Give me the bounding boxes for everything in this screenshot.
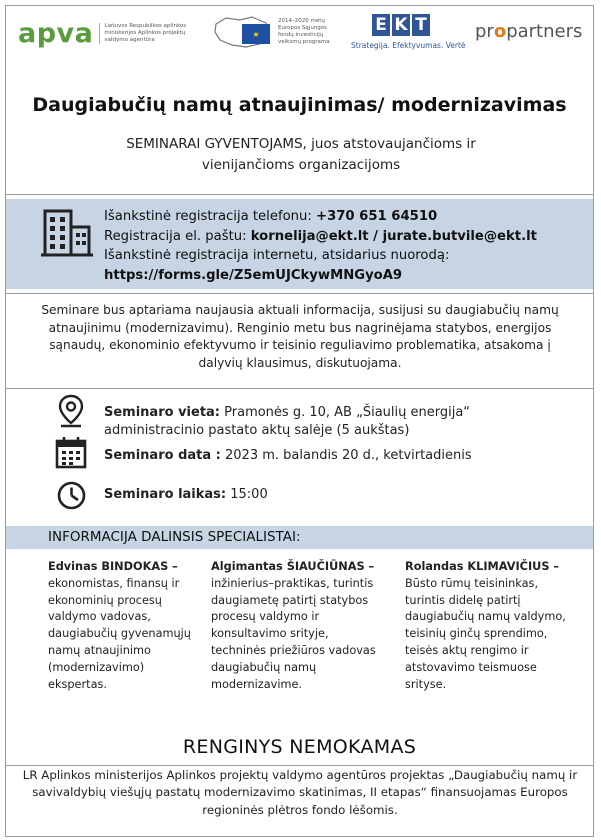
specialist-card xyxy=(48,559,198,693)
venue-line-2: administracinio pastato aktų salėje (5 aukštas) xyxy=(104,423,410,438)
ekt-letter: K xyxy=(392,14,410,36)
ekt-slogan: Strategija. Efektyvumas. Vertė xyxy=(351,41,466,50)
propartners-logo xyxy=(475,21,582,42)
subtitle-line-2: vienijančioms organizacijoms xyxy=(201,157,401,173)
divider xyxy=(6,388,593,389)
ekt-logo xyxy=(351,14,466,50)
ekt-letter: T xyxy=(412,14,430,36)
specialist-name: Algimantas ŠIAUČIŪNAS – xyxy=(211,560,375,573)
location-pin-icon xyxy=(58,394,84,428)
web-registration-label: Išankstinė registracija internetu, atsidarius nuorodą: xyxy=(104,248,450,263)
phone-label: Išankstinė registracija telefonu: xyxy=(104,209,317,224)
free-event-banner: RENGINYS NEMOKAMAS xyxy=(182,736,417,758)
calendar-icon xyxy=(55,436,87,469)
email-addresses[interactable]: kornelija@ekt.lt / jurate.butvile@ekt.lt xyxy=(250,228,537,244)
specialist-description: Būsto rūmų teisininkas, turintis didelę patirtį daugiabučių namų valdymo, teisinių ginčų sprendimo, teisės aktų rengimo ir atstovavimo teismuose srityse. xyxy=(405,576,566,691)
propartners-pre: pr xyxy=(475,21,494,42)
eu-funds-text: 2014–2020 metų Europos Sąjungos fondų investicijų veiksmų programa xyxy=(278,18,330,45)
specialist-description: inžinierius–praktikas, turintis daugiametę patirtį statybos procesų valdymo ir konsultavimo srityje, techninės priežiūros vadovas daugiabučių namų modernizavime. xyxy=(211,576,376,691)
specialists-heading: INFORMACIJA DALINSIS SPECIALISTAI: xyxy=(48,529,301,545)
building-icon xyxy=(41,207,93,259)
time-label: Seminaro laikas: xyxy=(104,487,227,502)
seminar-venue xyxy=(104,404,470,440)
divider xyxy=(6,765,593,766)
registration-link[interactable]: https://forms.gle/Z5emUJCkywMNGyoA9 xyxy=(104,267,403,283)
funding-footer: LR Aplinkos ministerijos Aplinkos projektų valdymo agentūros projektas „Daugiabučių namų ir savivaldybių viešųjų pastatų modernizavimo skatinimas, II etapas“ finansuojamas Europos regioninės plėtros fondo lėšomis. xyxy=(22,768,578,817)
time-value: 15:00 xyxy=(226,487,268,502)
subtitle xyxy=(66,134,536,176)
seminar-date xyxy=(104,447,472,465)
specialist-name: Edvinas BINDOKAS – xyxy=(48,560,178,573)
ekt-letter: E xyxy=(372,14,390,36)
divider xyxy=(6,293,593,294)
date-value: 2023 m. balandis 20 d., ketvirtadienis xyxy=(220,448,472,463)
eu-funds-logo xyxy=(212,14,340,50)
propartners-o: o xyxy=(493,21,507,42)
logo-bar xyxy=(6,6,593,84)
page-title: Daugiabučių namų atnaujinimas/ modernizavimas xyxy=(32,94,567,116)
seminar-time xyxy=(104,486,268,504)
clock-icon xyxy=(57,481,86,510)
apva-subtext: Lietuvos Respublikos aplinkos ministerijos Aplinkos projektų valdymo agentūra xyxy=(99,23,204,44)
apva-wordmark: apva xyxy=(18,18,94,49)
divider xyxy=(6,194,593,195)
eu-flag-icon: ★ xyxy=(242,24,270,44)
specialist-description: ekonomistas, finansų ir ekonominių procesų valdymo vadovas, daugiabučių gyvenamųjų namų atnaujinimo (modernizavimo) ekspertas. xyxy=(48,576,191,691)
specialist-card xyxy=(405,559,570,693)
specialists-band xyxy=(6,526,593,549)
specialist-card xyxy=(211,559,383,693)
flyer-page xyxy=(5,5,594,837)
apva-logo xyxy=(18,18,204,49)
seminar-description: Seminare bus aptariama naujausia aktuali informacija, susijusi su daugiabučių namų atnaujinimu (modernizavimu). Renginio metu bus nagrinėjama statybos, energijos sąnaudų, ekonominio efektyvumo ir teisinio reguliavimo problematika, atsakoma į dalyvių klausimus, diskutuojama. xyxy=(41,303,559,370)
propartners-post: partners xyxy=(506,21,583,42)
venue-line-1: Pramonės g. 10, AB „Šiaulių energija“ xyxy=(220,405,471,420)
specialist-name: Rolandas KLIMAVIČIUS – xyxy=(405,560,560,573)
subtitle-line-1: SEMINARAI GYVENTOJAMS, juos atstovaujančioms ir xyxy=(126,136,476,152)
email-label: Registracija el. paštu: xyxy=(104,228,251,244)
registration-info xyxy=(104,207,537,285)
date-label: Seminaro data : xyxy=(104,448,221,463)
phone-number[interactable]: +370 651 64510 xyxy=(316,209,438,224)
venue-label: Seminaro vieta: xyxy=(104,405,221,420)
registration-band xyxy=(6,199,593,289)
